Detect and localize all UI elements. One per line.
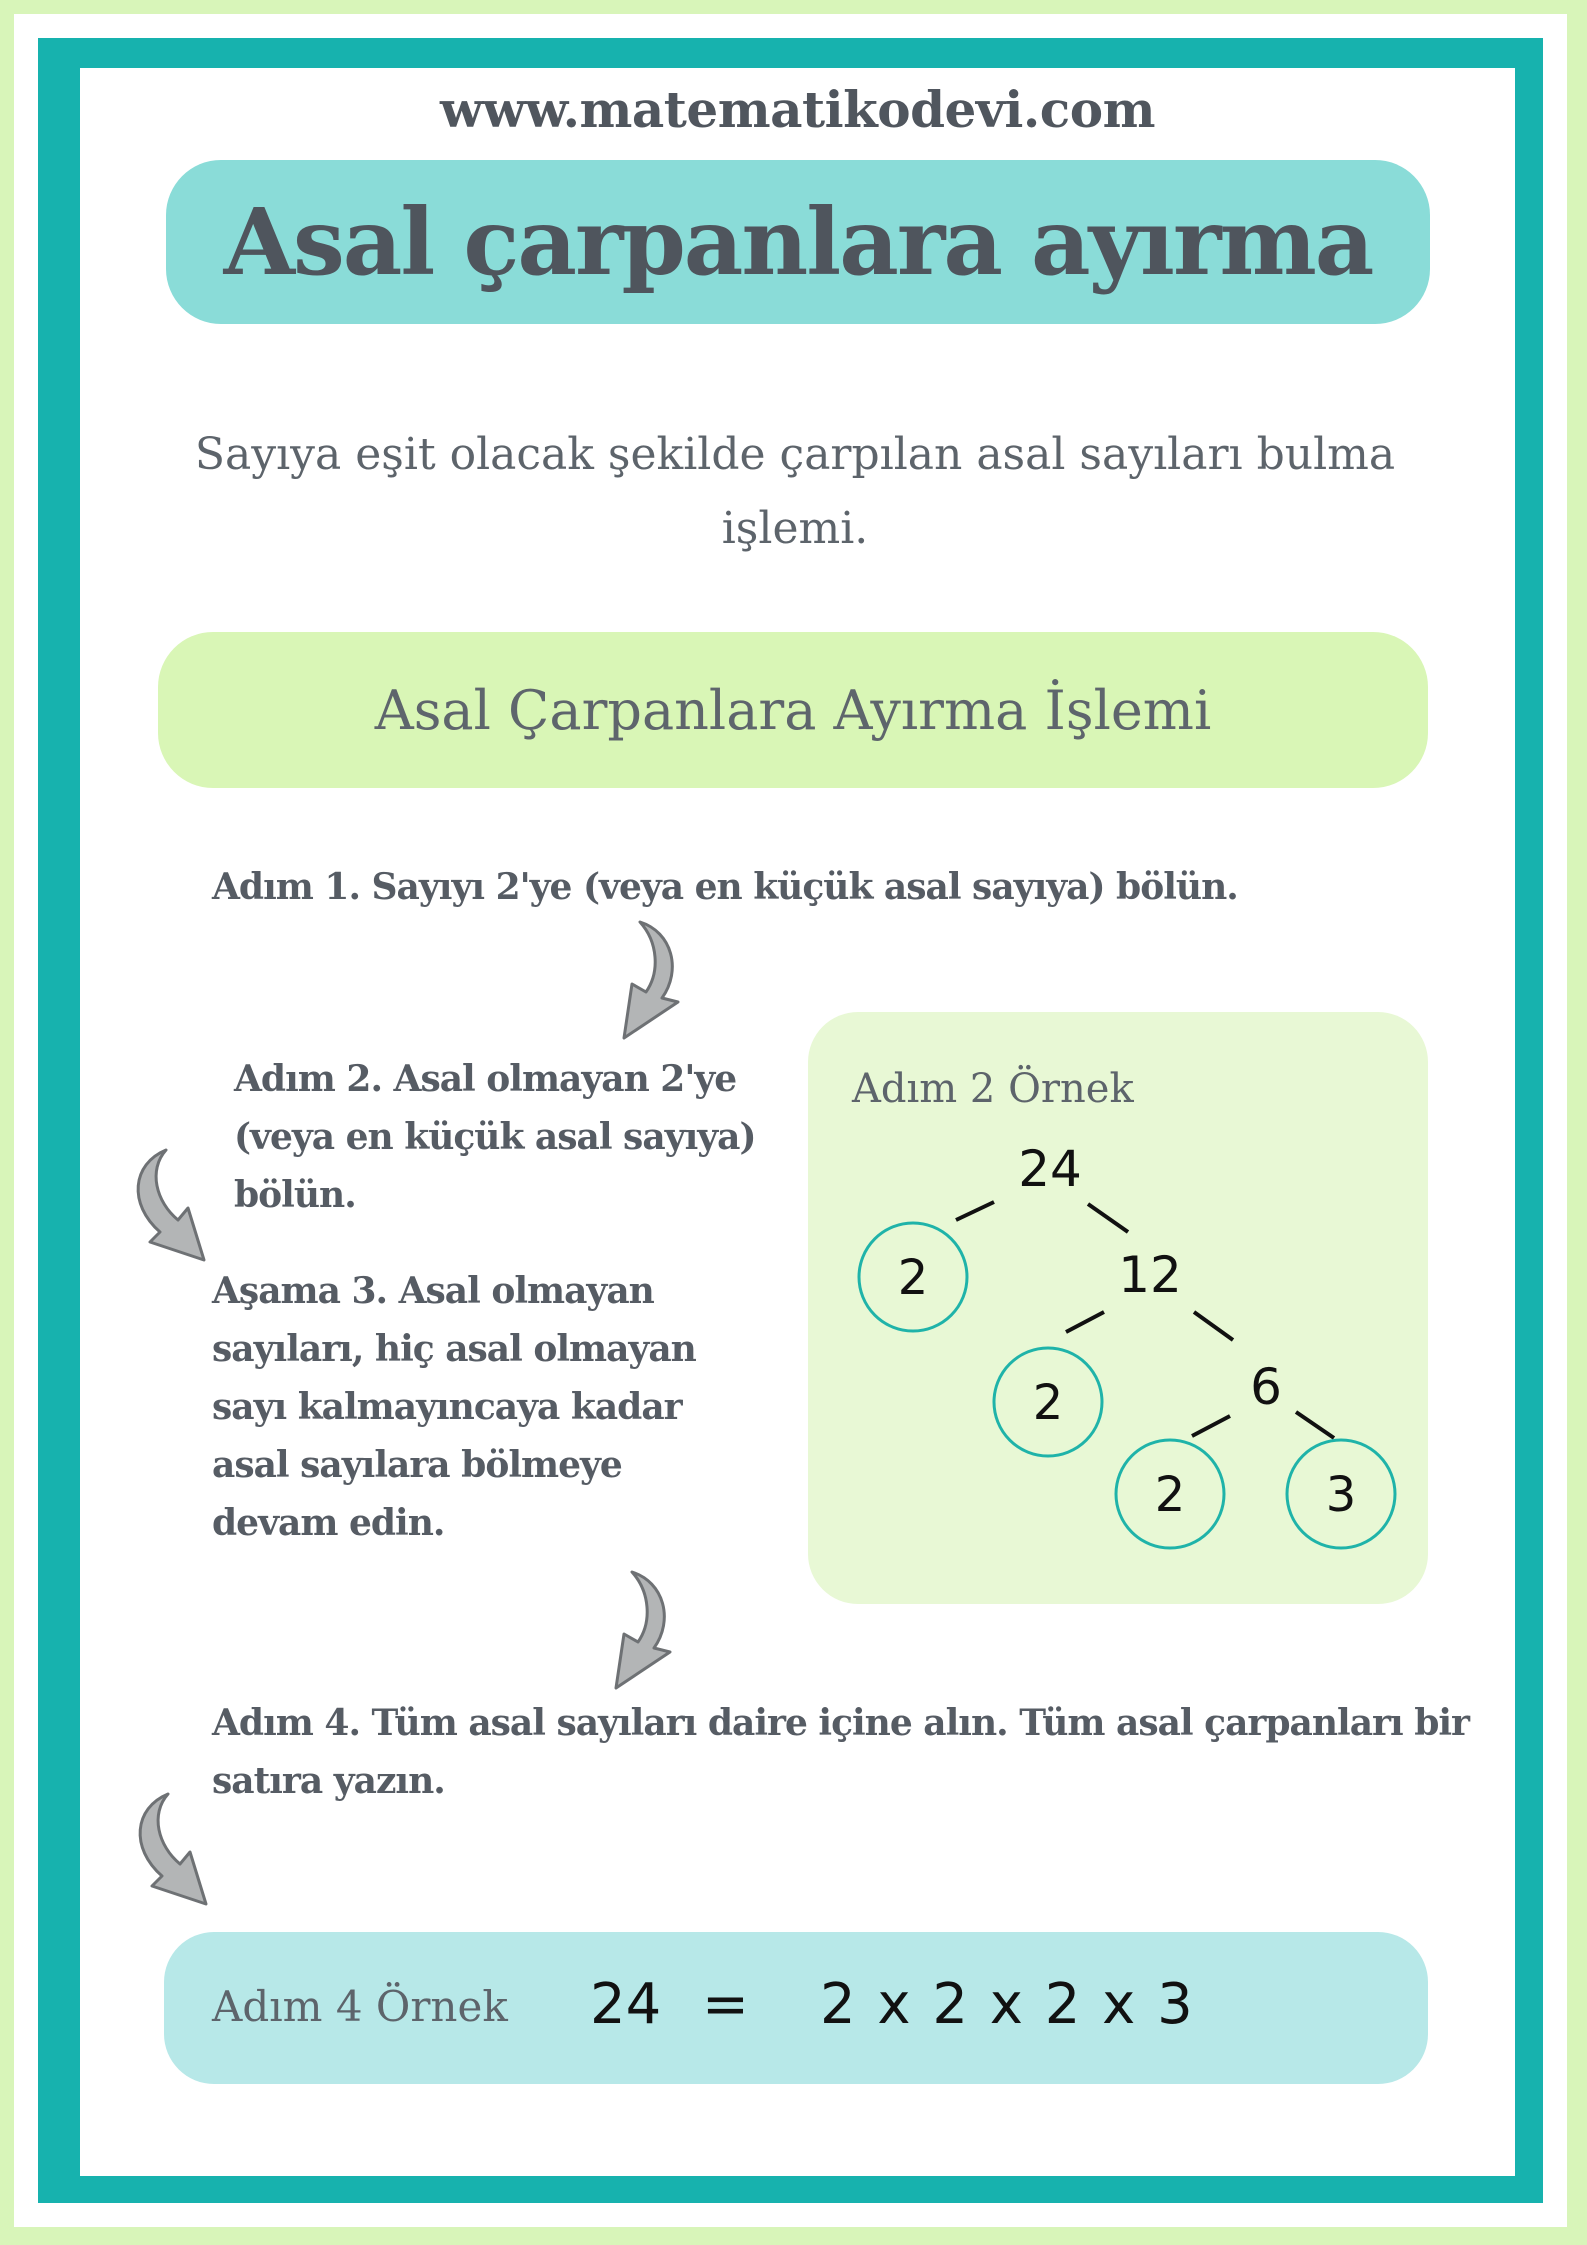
website-url[interactable]: www.matematikodevi.com [439,80,1156,139]
tree-composite-number: 6 [1250,1358,1282,1416]
tree-prime-number: 2 [1032,1375,1064,1431]
curved-arrow-down-right-icon [120,1146,208,1266]
step-3-line-4: asal sayılara bölmeye [212,1444,622,1486]
definition-text [140,418,1450,566]
example-4-number: 24 [590,1972,662,2037]
tree-composite-number: 12 [1118,1246,1182,1304]
definition-line-1: Sayıya eşit olacak şekilde çarpılan asal sayıları bulma [194,429,1396,480]
curved-arrow-down-icon [610,918,690,1044]
step-2-line-1: Adım 2. Asal olmayan 2'ye [234,1058,737,1100]
example-4-factors: 2 x 2 x 2 x 3 [820,1972,1193,2037]
factor-tree [808,1012,1428,1604]
step-4-line-2: satıra yazın. [212,1760,445,1802]
example-2-title: Adım 2 Örnek [852,1066,1134,1112]
example-4-label: Adım 4 Örnek [212,1982,508,2031]
tree-branch [1296,1412,1334,1438]
step-4-line-1: Adım 4. Tüm asal sayıları daire içine alın. Tüm asal çarpanları bir [212,1702,1470,1744]
step-4-text [212,1694,1469,1810]
step-3-line-5: devam edin. [212,1502,445,1544]
section-title: Asal Çarpanlara Ayırma İşlemi [374,678,1212,742]
curved-arrow-down-icon [602,1568,682,1694]
step-2-line-2: (veya en küçük asal sayıya) [234,1116,756,1158]
step-1-text: Adım 1. Sayıyı 2'ye (veya en küçük asal sayıya) bölün. [212,866,1238,908]
tree-prime-number: 2 [1154,1467,1186,1523]
tree-branch [1192,1416,1230,1436]
example-4-equals: = [702,1972,749,2037]
tree-root-number: 24 [1018,1140,1082,1198]
tree-branch [1066,1312,1104,1332]
tree-prime-number: 2 [897,1250,929,1306]
page-title: Asal çarpanlara ayırma [223,188,1373,296]
tree-branch [1088,1204,1128,1232]
tree-branch [1194,1312,1233,1340]
step-2-text [234,1050,756,1224]
curved-arrow-down-right-icon [122,1790,210,1910]
step-3-line-2: sayıları, hiç asal olmayan [212,1328,696,1370]
tree-prime-number: 3 [1325,1467,1357,1523]
section-banner [158,632,1428,788]
title-banner [166,160,1430,324]
definition-line-2: işlemi. [721,503,869,554]
step-3-line-1: Aşama 3. Asal olmayan [212,1270,654,1312]
tree-branch [956,1202,994,1220]
step-3-text [212,1262,696,1552]
step-3-line-3: sayı kalmayıncaya kadar [212,1386,682,1428]
step-2-line-3: bölün. [234,1174,356,1216]
